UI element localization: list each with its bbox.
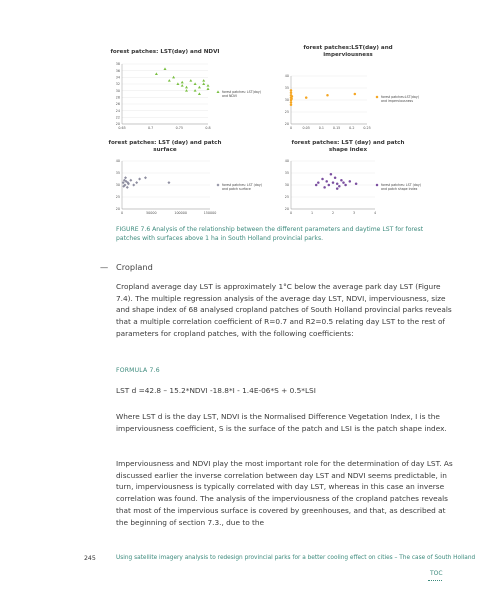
y-tick-label: 28 [115, 95, 120, 100]
y-tick-label: 32 [115, 82, 120, 87]
y-tick-label: 25 [284, 195, 289, 200]
data-point [342, 181, 345, 184]
y-tick-label: 20 [284, 207, 289, 212]
x-tick-label: 0.1 [318, 126, 325, 130]
data-point [189, 79, 192, 82]
toc-underline [428, 580, 442, 581]
y-tick-label: 35 [284, 171, 289, 176]
chart-title-4-line-1: forest patches: LST (day) and patch [291, 140, 405, 146]
chart-title-1-line-1: forest patches: LST(day) and NDVI [110, 49, 220, 55]
data-point [290, 104, 293, 107]
data-point [291, 95, 294, 98]
y-tick-label: 40 [284, 74, 289, 79]
legend-marker [376, 184, 379, 187]
y-tick-label: 40 [284, 159, 289, 164]
data-point [129, 179, 132, 182]
x-tick-label: 0 [289, 211, 293, 215]
data-point [349, 180, 352, 183]
formula: LST d =42.8 – 15.2*NDVI -18.8*I - 1.4E-06*S + 0.5*LSI [116, 386, 316, 395]
legend-label: and NDVI [222, 94, 237, 99]
x-tick-label: 0.05 [302, 126, 310, 130]
y-tick-label: 24 [115, 108, 120, 113]
legend-label: and patch shape index [381, 187, 418, 192]
data-point [194, 82, 197, 85]
y-tick-label: 25 [115, 195, 120, 200]
data-point [181, 81, 184, 84]
data-point [321, 178, 324, 181]
data-point [290, 98, 293, 101]
x-tick-label: 0 [120, 211, 124, 215]
data-point [194, 89, 197, 92]
x-tick-label: 0.2 [349, 126, 355, 130]
x-tick-label: 100000 [174, 211, 187, 215]
x-tick-label: 0.25 [363, 126, 371, 130]
y-tick-label: 36 [115, 68, 120, 73]
data-point [354, 93, 357, 96]
data-point [207, 87, 210, 90]
data-point [340, 179, 343, 182]
data-point [207, 84, 210, 87]
legend-label: and imperviousness [381, 99, 414, 104]
x-tick-label: 1 [310, 211, 314, 215]
page-number: 245 [84, 555, 96, 562]
data-point [185, 86, 188, 89]
y-tick-label: 22 [115, 115, 120, 120]
formula-label: FORMULA 7.6 [116, 367, 160, 374]
legend-marker [376, 96, 379, 99]
legend-label: forest patches: LST(day) [222, 90, 262, 94]
data-point [181, 84, 184, 87]
data-point [202, 79, 205, 82]
legend-label: and patch surface [222, 187, 251, 192]
list-item-cropland [100, 262, 153, 272]
y-tick-label: 20 [284, 122, 289, 127]
data-point [290, 92, 293, 95]
y-tick-label: 25 [284, 110, 289, 115]
data-point [317, 181, 320, 184]
data-point [325, 180, 328, 183]
figure-panel [108, 42, 458, 222]
y-tick-label: 30 [284, 183, 289, 188]
legend-marker [217, 90, 220, 93]
data-point [338, 185, 341, 188]
data-point [315, 184, 318, 187]
data-point [330, 173, 333, 176]
data-point [185, 89, 188, 92]
data-point [336, 187, 339, 190]
paragraph-1: Cropland average day LST is approximately 1°C below the average park day LST (Figure 7.4). The multiple regression analysis of the average day LST, NDVI, imperviousness, size and shape index of 68 analysed cropland patches of South Holland provincial parks reveals that a multiple correlation coefficient of R=0.7 and R2=0.5 relating day LST to the rest of parameters for cropland patches, with the following coefficients: [116, 282, 452, 338]
y-tick-label: 35 [115, 171, 120, 176]
chart-title-3-line-2: surface [153, 147, 177, 153]
figure-caption: FIGURE 7.6 Analysis of the relationship between the different parameters and daytime LST for forest patches with surfaces above 1 ha in South Holland provincial parks. [116, 226, 424, 242]
x-tick-label: 3 [352, 211, 356, 215]
data-point [144, 176, 147, 179]
figure-charts [108, 42, 458, 222]
chart-title-2-line-2: imperviousness [323, 52, 373, 58]
data-point [198, 92, 201, 95]
chart-title-2-line-1: forest patches:LST(day) and [303, 45, 393, 51]
x-tick-label: 0.75 [175, 126, 184, 130]
legend-label: forest patches:LST(day) [381, 95, 419, 99]
y-tick-label: 35 [284, 86, 289, 91]
y-tick-label: 38 [115, 62, 120, 67]
chart-title-4-line-2: shape index [328, 147, 368, 153]
data-point [323, 186, 326, 189]
paragraph-3: Imperviousness and NDVI play the most important role for the determination of day LST. As discussed earlier the inverse correlation between day LST and NDVI seems predictable, in turn, imperviousness is typically correlated with day LST, whereas in this case an inverse correlation was found. The analysis of the imperviousness of the cropland patches reveals that most of the impervious surface is covered by greenhouses, and that, as described at the beginning of section 7.3., due to the [116, 459, 453, 527]
x-tick-label: 0.15 [332, 126, 341, 130]
y-tick-label: 30 [115, 183, 120, 188]
data-point [290, 101, 293, 104]
list-item-label: Cropland [116, 262, 153, 272]
y-tick-label: 20 [115, 207, 120, 212]
y-tick-label: 26 [115, 102, 120, 107]
legend-marker [217, 184, 220, 187]
x-tick-label: 150000 [203, 211, 217, 215]
data-point [198, 86, 201, 89]
data-point [336, 183, 339, 186]
x-tick-label: 2 [331, 211, 335, 215]
y-tick-label: 30 [115, 88, 120, 93]
x-tick-label: 0 [289, 126, 293, 130]
x-tick-label: 4 [373, 211, 377, 215]
x-tick-label: 50000 [146, 211, 157, 215]
data-point [355, 183, 358, 186]
data-point [328, 184, 331, 187]
data-point [290, 89, 293, 92]
paragraph-2: Where LST d is the day LST, NDVI is the Normalised Difference Vegetation Index, I is the imperviousness coefficient, S is the surface of the patch and LSI is the patch shape index. [116, 412, 447, 433]
data-point [202, 82, 205, 85]
legend-label: forest patches: LST (day) [381, 183, 422, 187]
toc-link[interactable]: TOC [430, 570, 443, 577]
y-tick-label: 40 [115, 159, 120, 164]
x-tick-label: 0.8 [205, 126, 211, 130]
y-tick-label: 20 [115, 122, 120, 127]
data-point [168, 79, 171, 82]
data-point [167, 181, 170, 184]
data-point [132, 184, 135, 187]
y-tick-label: 34 [115, 75, 120, 80]
data-point [176, 82, 179, 85]
data-point [332, 181, 335, 184]
x-tick-label: 0.65 [118, 126, 126, 130]
data-point [344, 184, 347, 187]
data-point [326, 94, 329, 97]
data-point [126, 186, 129, 189]
list-dash: — [100, 262, 109, 272]
data-point [164, 67, 167, 70]
data-point [155, 72, 158, 75]
x-tick-label: 0.7 [148, 126, 154, 130]
legend-label: forest patches: LST (day) [222, 183, 263, 187]
data-point [135, 181, 138, 184]
data-point [172, 76, 175, 79]
data-point [305, 96, 308, 99]
data-point [138, 178, 141, 181]
chart-title-3-line-1: forest patches: LST (day) and patch [108, 140, 222, 146]
data-point [334, 177, 337, 180]
running-footer: Using satellite imagery analysis to redesign provincial parks for a better cooling effect on cities – The case of South Holland [116, 555, 476, 561]
y-tick-label: 30 [284, 98, 289, 103]
